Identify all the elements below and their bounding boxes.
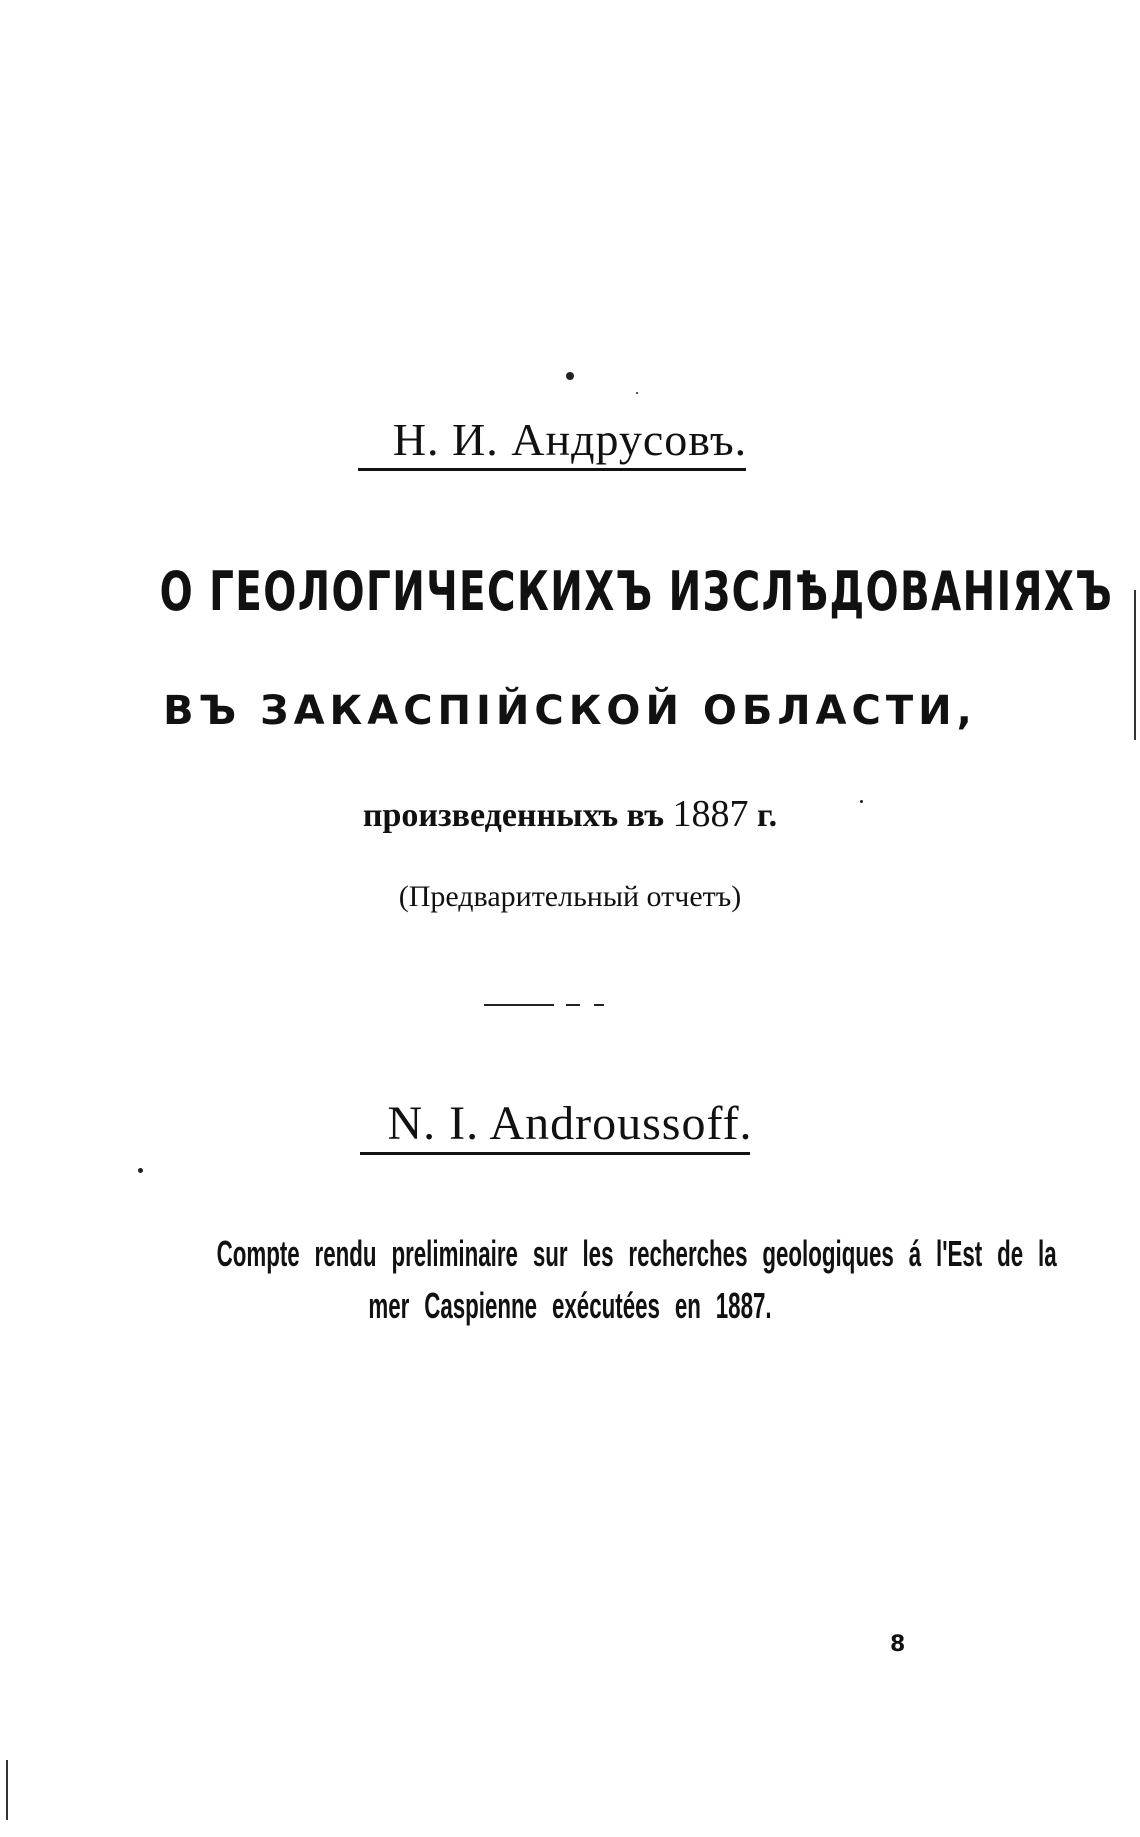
author-name-russian: Н. И. Андрусовъ. [392, 414, 748, 465]
title-subtitle: ВЪ ЗАКАСПІЙСКОЙ ОБЛАСТИ, [163, 688, 977, 734]
french-title [216, 1228, 1057, 1332]
scan-edge-line [6, 1760, 8, 1820]
french-title-line-1: Compte rendu preliminaire sur les recherches geologiques á l'Est de la [216, 1233, 1057, 1274]
title-date-suffix: г. [757, 797, 778, 834]
title-year: 1887 [672, 793, 749, 835]
french-title-line-2: mer Caspienne exécutées en 1887. [368, 1285, 772, 1326]
scan-speck [138, 1168, 143, 1173]
separator-dash [484, 1004, 554, 1006]
preliminary-report-note: (Предварительный отчетъ) [398, 880, 742, 913]
separator-dash [566, 1004, 580, 1006]
page-number: 8 [890, 1632, 906, 1657]
author-underline-french [360, 1152, 750, 1155]
title-date-line [0, 792, 1140, 836]
author-underline [358, 468, 746, 471]
author-name-french: N. I. Androussoff. [387, 1097, 753, 1150]
title-date-prefix: произведенныхъ въ [362, 797, 665, 834]
title-main: О ГЕОЛОГИЧЕСКИХЪ ИЗСЛѢДОВАНІЯХЪ [159, 560, 1114, 623]
separator-dash [594, 1004, 604, 1006]
scan-speck [636, 392, 638, 394]
scan-speck [566, 372, 574, 380]
